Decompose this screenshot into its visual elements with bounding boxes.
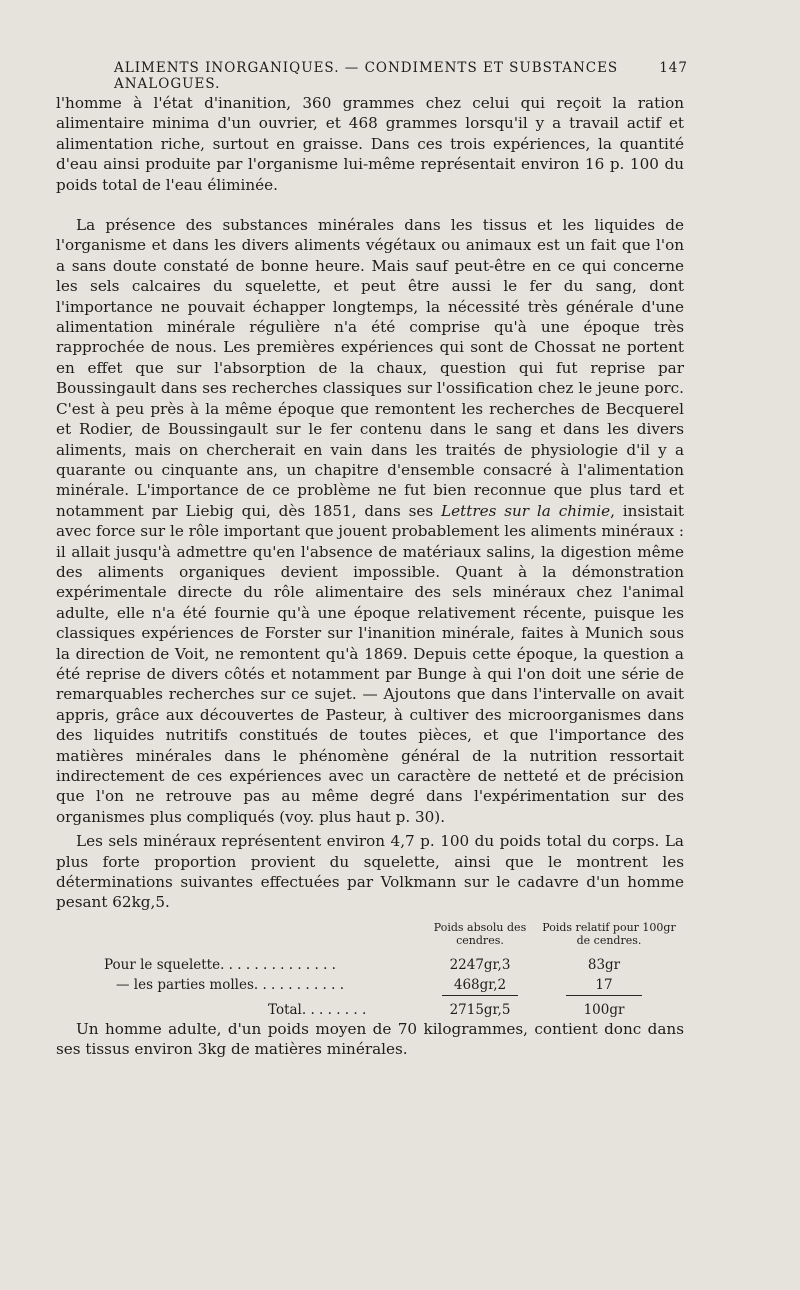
column-header-absolute-weight: Poids absolu des cendres.: [433, 920, 527, 947]
book-title-italic: Lettres sur la chimie: [441, 501, 611, 520]
paragraph-text-part: , insistait avec force sur le rôle important que jouent probablement les aliments minéraux : il allait jusqu'à admettre qu'en l'absence de matériaux salins, la digestion même des aliments organiques devient impossible. Quant à la démonstration expérimentale directe du rôle alimentaire des sels minéraux chez l'animal adulte, elle n'a été fournie qu'à une époque relativement récente, puisque les classiques expériences de Forster sur l'inanition minérale, faites à Munich sous la direction de Voit, ne remontent qu'à 1869. Depuis cette époque, la question a été reprise de divers côtés et notamment par Bunge à qui l'on doit une série de remarquables recherches sur ce sujet. — Ajoutons que dans l'intervalle on avait appris, grâce aux découvertes de Pasteur, à cultiver des microorganismes dans des liquides nutritifs constitués de toutes pièces, et que l'importance des matières minérales dans le phénomène général de la nutrition ressortait indirectement de ces expériences avec un caractère de netteté et de précision que l'on ne retrouve pas au même degré dans l'expérimentation sur des organismes plus compliqués (voy. plus haut p. 30).: [56, 501, 685, 826]
cell-skeleton-relative: 83gr: [587, 956, 621, 973]
paragraph-text-part: La présence des substances minérales dans les tissus et les liquides de l'organisme et dans les divers aliments végétaux ou animaux est un fait que l'on a sans doute constaté de bonne heure. Mais sauf peut-être en ce qui concerne les sels calcaires du squelette, et peut être aussi le fer du sang, dont l'importance ne pouvait échapper longtemps, la nécessité très générale d'une alimentation minérale régulière n'a été comprise qu'à une époque très rapprochée de nous. Les premières expériences qui sont de Chossat ne portent en effet que sur l'absorption de la chaux, question qui fut reprise par Boussingault dans ses recherches classiques sur l'ossification chez le jeune porc. C'est à peu près à la même époque que remontent les recherches de Becquerel et Rodier, de Boussingault sur le fer contenu dans le sang et dans les divers aliments, mais on chercherait en vain dans les traités de physiologie d'il y a quarante ou cinquante ans, un chapitre d'ensemble consacré à l'alimentation minérale. L'importance de ce problème ne fut bien reconnue que plus tard et notamment par Liebig qui, dès 1851, dans ses: [56, 216, 684, 520]
cell-total-relative: 100gr: [583, 1001, 625, 1018]
paragraph-mineral-substances: [56, 215, 684, 827]
row-label-skeleton: Pour le squelette. . . . . . . . . . . . . .: [104, 956, 336, 973]
cell-skeleton-absolute: 2247gr,3: [449, 956, 511, 973]
sum-rule: [442, 995, 518, 996]
cell-soft-tissues-absolute: 468gr,2: [453, 976, 507, 993]
page-body: [56, 93, 684, 1060]
row-label-total: Total. . . . . . . .: [268, 1001, 367, 1018]
running-header: [58, 60, 688, 92]
column-header-relative-weight: Poids relatif pour 100gr de cendres.: [542, 920, 676, 947]
paragraph-mineral-salts: Les sels minéraux représentent environ 4,7 p. 100 du poids total du corps. La plus forte proportion provient du squelette, ainsi que le montrent les déterminations suivantes effectuées par Volkmann sur le cadavre d'un homme pesant 62kg,5.: [56, 832, 684, 912]
running-title: ALIMENTS INORGANIQUES. — CONDIMENTS ET SUBSTANCES ANALOGUES.: [114, 60, 619, 92]
paragraph-continued: l'homme à l'état d'inanition, 360 grammes chez celui qui reçoit la ration alimentaire minima d'un ouvrier, et 468 grammes lorsqu'il y a travail actif et alimentation riche, surtout en graisse. Dans ces trois expériences, la quantité d'eau ainsi produite par l'organisme lui-même représentait environ 16 p. 100 du poids total de l'eau éliminée.: [56, 94, 684, 194]
cell-total-absolute: 2715gr,5: [449, 1001, 511, 1018]
row-label-soft-tissues: — les parties molles. . . . . . . . . . .: [116, 976, 345, 993]
ash-weight-table: [56, 920, 684, 1018]
paragraph-conclusion: Un homme adulte, d'un poids moyen de 70 kilogrammes, contient donc dans ses tissus environ 3kg de matières minérales.: [56, 1019, 684, 1059]
sum-rule: [566, 995, 642, 996]
page-number: 147: [659, 60, 688, 76]
cell-soft-tissues-relative: 17: [595, 976, 613, 993]
